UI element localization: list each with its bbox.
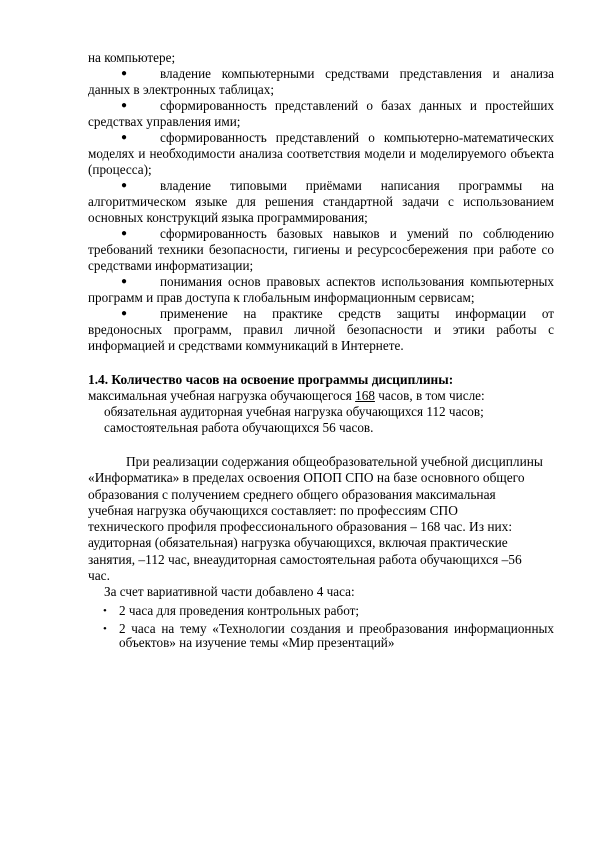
- bullet-icon: ●: [121, 68, 128, 79]
- implementation-paragraph: [88, 454, 554, 584]
- list-item: [88, 178, 554, 226]
- list-item-text: 2 часа на тему «Технологии создания и преобразования информационных объектов» на изучение темы «Мир презентаций»: [119, 621, 554, 651]
- list-item: [88, 622, 554, 650]
- bullet-icon: ●: [121, 180, 128, 191]
- list-item: [88, 226, 554, 274]
- paragraph-line: учебная нагрузка обучающихся составляет: по профессиям СПО: [88, 502, 458, 518]
- list-item-text: применение на практике средств защиты информации от вредоносных программ, правил личной безопасности и этики работы с информацией и средствами коммуникаций в Интернете.: [88, 306, 554, 353]
- bullet-icon: ●: [121, 132, 128, 143]
- max-load-line: [88, 388, 554, 404]
- paragraph-line: При реализации содержания общеобразовательной учебной дисциплины: [126, 454, 543, 469]
- paragraph-line: аудиторная (обязательная) нагрузка обучающихся, включая практические: [88, 535, 508, 551]
- list-item-text: владение компьютерными средствами представления и анализа данных в электронных таблицах;: [88, 66, 554, 97]
- bullet-icon: ●: [121, 276, 128, 287]
- bullet-icon: •: [103, 605, 107, 618]
- paragraph-line: образования с получением среднего общего образования максимальная: [88, 486, 496, 502]
- paragraph-line: занятия, –112 час, внеаудиторная самостоятельная работа обучающихся –56: [88, 551, 522, 567]
- competency-list: [88, 66, 554, 354]
- list-item-text: 2 часа для проведения контрольных работ;: [119, 603, 360, 619]
- list-item-text: сформированность представлений о базах данных и простейших средствах управления ими;: [88, 98, 554, 129]
- section-heading: 1.4. Количество часов на освоение программы дисциплины:: [88, 372, 454, 387]
- paragraph-line: час.: [88, 568, 110, 584]
- document-page: [88, 50, 554, 650]
- list-item-text: понимания основ правовых аспектов использования компьютерных программ и прав доступа к глобальным информационным сервисам;: [88, 274, 554, 305]
- bullet-icon: •: [103, 623, 107, 636]
- list-item-text: владение типовыми приёмами написания программы на алгоритмическом языке для решения стандартной задачи с использованием основных конструкций языка программирования;: [88, 178, 554, 225]
- variative-list: [88, 604, 554, 650]
- max-load-suffix: часов, в том числе:: [374, 388, 485, 403]
- max-load-hours: 168: [355, 388, 375, 403]
- max-load-prefix: максимальная учебная нагрузка обучающегося: [88, 388, 356, 403]
- variative-intro: За счет вариативной части добавлено 4 часа:: [104, 584, 355, 600]
- bullet-icon: ●: [121, 308, 128, 319]
- list-item: [88, 130, 554, 178]
- bullet-icon: ●: [121, 100, 128, 111]
- spacer: [88, 436, 554, 454]
- paragraph-line: технического профиля профессионального образования – 168 час. Из них:: [88, 519, 513, 535]
- intro-tail: на компьютере;: [88, 50, 176, 65]
- list-item-text: сформированность базовых навыков и умений по соблюдению требований техники безопасности, гигиены и ресурсосбережения при работе со средствами информатизации;: [88, 226, 554, 273]
- bullet-icon: ●: [121, 228, 128, 239]
- list-item: [88, 604, 554, 618]
- list-item: [88, 274, 554, 306]
- list-item-text: сформированность представлений о компьютерно-математических моделях и необходимости анализа соответствия модели и моделируемого объекта (процесса);: [88, 130, 554, 177]
- auditory-load-line: обязательная аудиторная учебная нагрузка обучающихся 112 часов;: [104, 404, 484, 419]
- list-item: [88, 98, 554, 130]
- paragraph-line: «Информатика» в пределах освоения ОПОП СПО на базе основного общего: [88, 470, 525, 486]
- list-item: [88, 66, 554, 98]
- independent-work-line: самостоятельная работа обучающихся 56 часов.: [104, 420, 374, 435]
- list-item: [88, 306, 554, 354]
